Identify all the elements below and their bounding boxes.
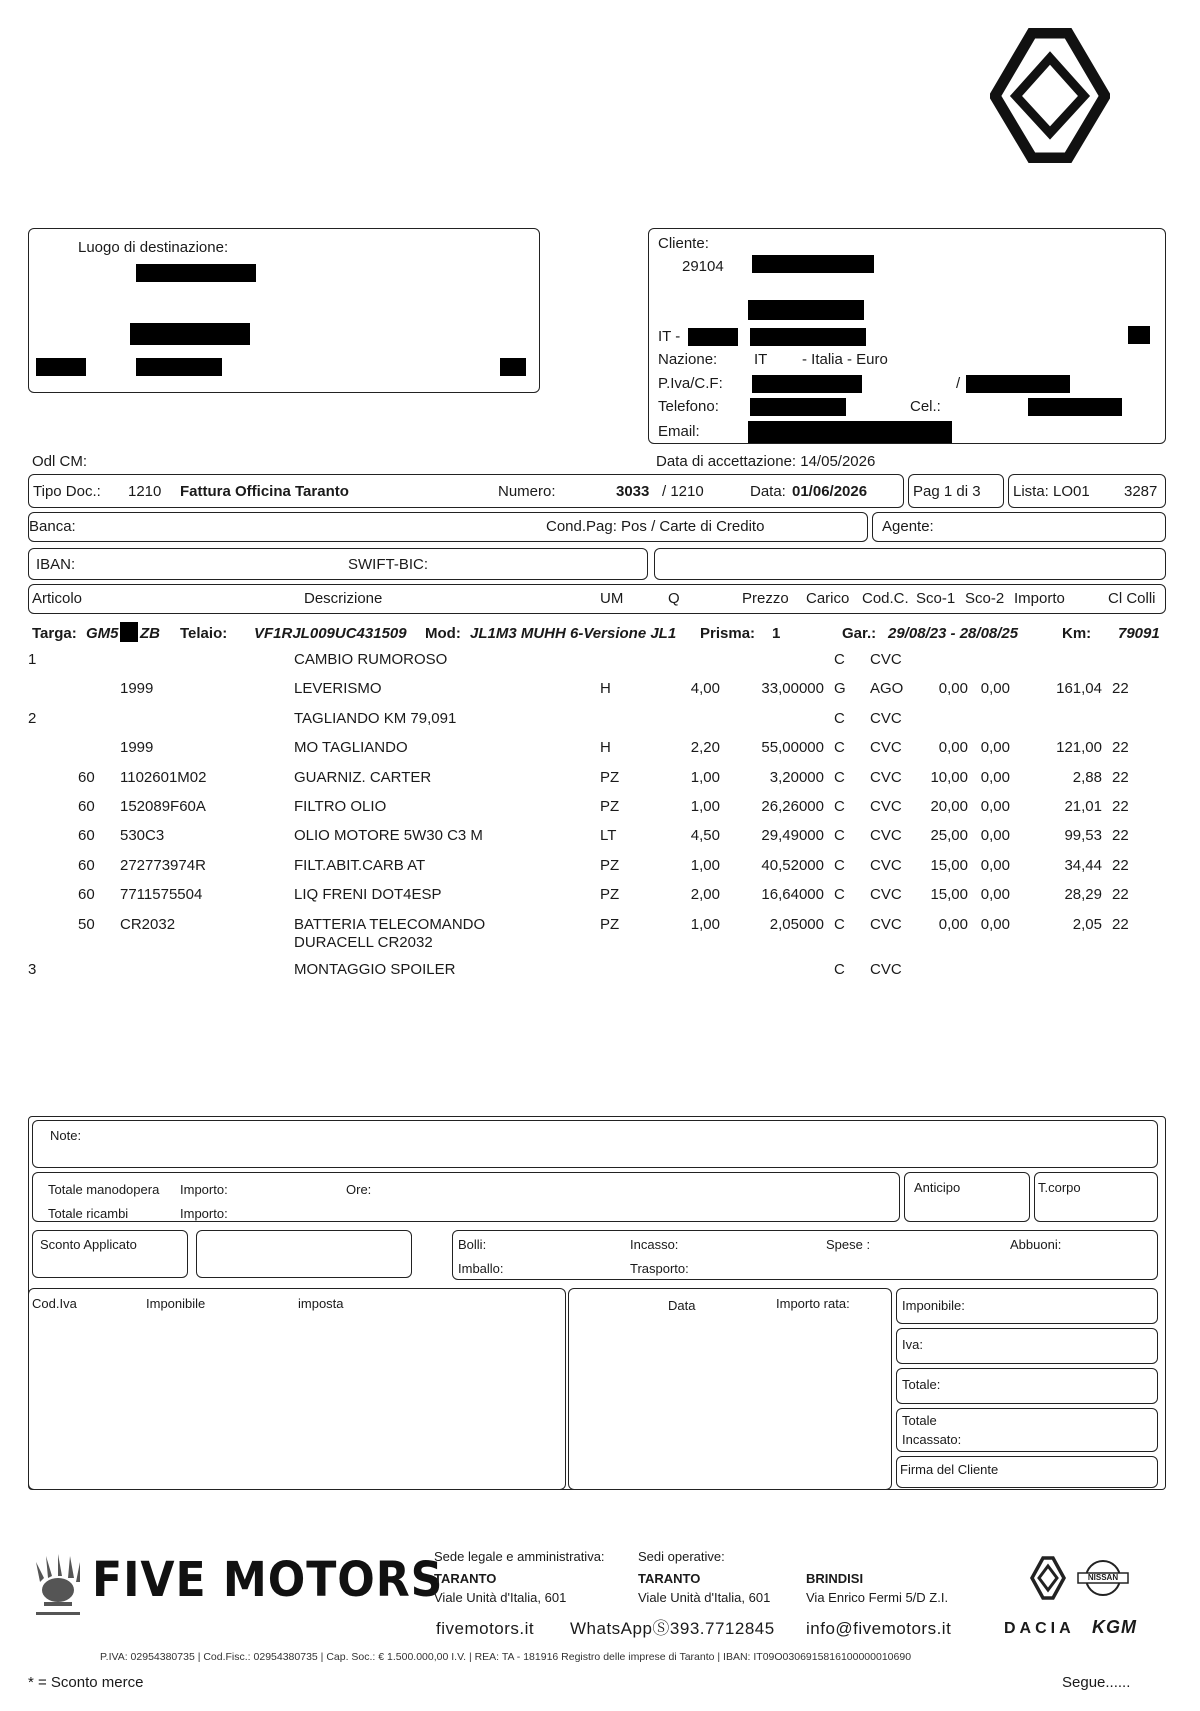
km-label: Km: [1062, 625, 1092, 642]
totale-label: Totale: [902, 1377, 941, 1392]
table-row [0, 827, 1200, 849]
incasso-label: Incasso: [630, 1237, 679, 1252]
abbuoni-label: Abbuoni: [1010, 1237, 1062, 1252]
item-um: PZ [600, 798, 620, 815]
item-code: 1999 [120, 680, 154, 698]
item-category: 60 [78, 856, 95, 874]
gar-value: 29/08/23 - 28/08/25 [888, 625, 1019, 642]
agente-label: Agente: [882, 518, 934, 535]
footer-website[interactable]: fivemotors.it [436, 1619, 535, 1638]
prisma-value: 1 [772, 625, 781, 642]
table-row [0, 857, 1200, 879]
page-indicator: Pag 1 di 3 [913, 483, 981, 500]
item-code: 152089F60A [120, 798, 206, 815]
redaction [136, 358, 222, 376]
col-um: UM [600, 590, 624, 607]
footer-whatsapp[interactable]: WhatsAppⓈ393.7712845 [570, 1619, 775, 1638]
table-row [0, 798, 1200, 820]
note-box [32, 1120, 1158, 1168]
redaction [36, 358, 86, 376]
bolli-label: Bolli: [458, 1237, 487, 1252]
item-sco1: 15,00 [930, 856, 968, 874]
item-sco2: 0,00 [980, 915, 1010, 933]
renault-small-logo-icon [1030, 1556, 1066, 1600]
item-importo: 28,29 [1064, 886, 1102, 904]
col-q: Q [668, 590, 680, 607]
item-codc: CVC [870, 886, 902, 904]
gar-label: Gar.: [842, 625, 877, 642]
item-description: CAMBIO RUMOROSO [294, 651, 448, 668]
item-price: 55,00000 [761, 739, 824, 757]
item-codc: CVC [870, 709, 902, 727]
redaction [120, 622, 138, 642]
item-description: TAGLIANDO KM 79,091 [294, 709, 457, 727]
data-rata-col: Data [668, 1298, 696, 1313]
item-importo: 121,00 [1056, 739, 1102, 757]
item-code: 1999 [120, 739, 154, 757]
cel-label: Cel.: [910, 398, 941, 415]
item-price: 16,64000 [761, 886, 824, 904]
nazione-label: Nazione: [658, 351, 718, 368]
redaction [752, 375, 862, 393]
item-category: 60 [78, 827, 95, 845]
col-codc: Cod.C. [862, 590, 909, 607]
item-importo: 34,44 [1064, 856, 1102, 874]
item-carico: C [834, 709, 845, 727]
footer-address-2: Viale Unità d'Italia, 601 [638, 1590, 771, 1605]
item-codc: CVC [870, 827, 902, 845]
item-sco2: 0,00 [980, 768, 1010, 786]
table-row [0, 961, 1200, 983]
imponibile-col: Imponibile [146, 1296, 206, 1311]
nazione-value: - Italia - Euro [802, 351, 888, 368]
numero-value: 3033 [616, 483, 650, 500]
item-um: LT [600, 827, 617, 845]
item-sco1: 25,00 [930, 827, 968, 845]
item-description: FILT.ABIT.CARB AT [294, 856, 426, 874]
item-cl: 22 [1112, 680, 1129, 698]
anticipo-label: Anticipo [914, 1180, 961, 1195]
item-carico: C [834, 960, 845, 978]
odl-label: Odl CM: [32, 453, 88, 470]
item-price: 40,52000 [761, 856, 824, 874]
redaction [1128, 326, 1150, 344]
item-sco2: 0,00 [980, 856, 1010, 874]
imballo-label: Imballo: [458, 1261, 504, 1276]
item-code: 1102601M02 [120, 768, 207, 786]
item-cl: 22 [1112, 768, 1129, 786]
table-row [0, 680, 1200, 702]
col-sco2: Sco-2 [965, 590, 1005, 607]
item-codc: CVC [870, 915, 902, 933]
item-number: 1 [28, 651, 37, 668]
item-category: 60 [78, 798, 95, 815]
item-codc: AGO [870, 680, 904, 698]
item-codc: CVC [870, 960, 902, 978]
item-importo: 2,05 [1072, 915, 1102, 933]
item-quantity: 1,00 [690, 915, 720, 933]
tipo-doc-label: Tipo Doc.: [33, 483, 101, 500]
item-price: 29,49000 [761, 827, 824, 845]
swift-label: SWIFT-BIC: [348, 556, 428, 573]
item-um: PZ [600, 768, 620, 786]
five-motors-crest-icon [30, 1552, 86, 1620]
renault-logo-icon [990, 28, 1110, 163]
item-description: LEVERISMO [294, 680, 382, 698]
targa-end: ZB [140, 625, 160, 642]
redaction [130, 323, 250, 345]
item-sco2: 0,00 [980, 739, 1010, 757]
tipo-doc-name: Fattura Officina Taranto [180, 483, 349, 500]
iva-label: Iva: [902, 1337, 923, 1352]
item-cl: 22 [1112, 886, 1129, 904]
totale-ricambi-label: Totale ricambi [48, 1206, 129, 1221]
totale-manodopera-label: Totale manodopera [48, 1182, 160, 1197]
item-sco1: 20,00 [930, 798, 968, 815]
footer-address-1: Viale Unità d'Italia, 601 [434, 1590, 567, 1605]
item-price: 2,05000 [769, 915, 824, 933]
sconto-merce-note: * = Sconto merce [28, 1674, 144, 1691]
item-um: H [600, 739, 611, 757]
item-codc: CVC [870, 739, 902, 757]
item-carico: C [834, 915, 845, 933]
footer-legal-line: P.IVA: 02954380735 | Cod.Fisc.: 02954380735 | Cap. Soc.: € 1.500.000,00 I.V. | REA: TA - 181916 Registro delle imprese di Taranto | IBAN: IT09O0306915816100000010690 [100, 1651, 912, 1663]
redaction [500, 358, 526, 376]
item-um: H [600, 680, 611, 698]
table-row [0, 651, 1200, 673]
data-label: Data: [750, 483, 786, 500]
dacia-logo-text: DACIA [1004, 1620, 1075, 1637]
vat-box [28, 1288, 566, 1490]
item-codc: CVC [870, 768, 902, 786]
table-row [0, 915, 1200, 951]
trasporto-label: Trasporto: [630, 1261, 689, 1276]
importo-rata-col: Importo rata: [776, 1296, 850, 1311]
lista-value: 3287 [1124, 483, 1158, 500]
sedi-operative-label: Sedi operative: [638, 1549, 725, 1564]
item-cl: 22 [1112, 827, 1129, 845]
footer-city-1: TARANTO [434, 1571, 497, 1586]
item-um: PZ [600, 886, 620, 904]
installments-box [568, 1288, 892, 1490]
km-value: 79091 [1118, 625, 1160, 642]
item-code: 7711575504 [120, 886, 203, 904]
col-sco1: Sco-1 [916, 590, 956, 607]
item-cl: 22 [1112, 798, 1129, 815]
telefono-label: Telefono: [658, 398, 719, 415]
item-quantity: 4,50 [690, 827, 720, 845]
labor-totals-box [32, 1172, 900, 1222]
redaction [748, 300, 864, 320]
item-description: OLIO MOTORE 5W30 C3 M [294, 827, 483, 845]
item-number: 2 [28, 709, 37, 727]
item-cl: 22 [1112, 739, 1129, 757]
item-carico: C [834, 886, 845, 904]
redaction [748, 421, 952, 443]
item-carico: C [834, 827, 845, 845]
payment-terms: Cond.Pag: Pos / Carte di Credito [546, 518, 765, 535]
five-motors-brand: FIVE MOTORS [92, 1552, 444, 1608]
telaio-value: VF1RJL009UC431509 [254, 625, 407, 642]
item-description: BATTERIA TELECOMANDO [294, 915, 486, 933]
redaction [1028, 398, 1122, 416]
nazione-code: IT [754, 351, 768, 368]
item-cl: 22 [1112, 856, 1129, 874]
item-quantity: 1,00 [690, 856, 720, 874]
table-row [0, 886, 1200, 908]
item-price: 3,20000 [769, 768, 824, 786]
item-sco1: 10,00 [930, 768, 968, 786]
lista-label: Lista: LO01 [1013, 483, 1090, 500]
targa-start: GM5 [86, 625, 119, 642]
destination-label: Luogo di destinazione: [78, 239, 229, 256]
item-category: 50 [78, 915, 95, 933]
item-quantity: 1,00 [690, 798, 720, 815]
item-carico: C [834, 739, 845, 757]
nissan-logo-text: NISSAN [1087, 1573, 1119, 1582]
item-category: 60 [78, 886, 95, 904]
col-carico: Carico [806, 590, 850, 607]
redaction [752, 255, 874, 273]
sconto-value-box [196, 1230, 412, 1278]
telaio-label: Telaio: [180, 625, 228, 642]
col-descrizione: Descrizione [304, 590, 383, 607]
redaction [136, 264, 256, 282]
iban-box [28, 548, 648, 580]
spese-label: Spese : [826, 1237, 871, 1252]
sconto-applicato-label: Sconto Applicato [40, 1237, 137, 1252]
item-sco2: 0,00 [980, 886, 1010, 904]
item-importo: 2,88 [1072, 768, 1102, 786]
email-label: Email: [658, 423, 700, 440]
client-it-prefix: IT - [658, 328, 681, 345]
item-carico: C [834, 856, 845, 874]
iban-extra-box [654, 548, 1166, 580]
piva-separator: / [956, 375, 961, 392]
item-quantity: 4,00 [690, 680, 720, 698]
item-price: 33,00000 [761, 680, 824, 698]
item-importo: 161,04 [1056, 680, 1102, 698]
item-price: 26,26000 [761, 798, 824, 815]
tcorpo-label: T.corpo [1038, 1180, 1081, 1195]
client-code: 29104 [682, 258, 724, 275]
table-row [0, 769, 1200, 791]
item-sco1: 0,00 [938, 739, 968, 757]
importo-ricambi-label: Importo: [180, 1206, 228, 1221]
item-code: 272773974R [120, 856, 206, 874]
note-label: Note: [50, 1128, 82, 1143]
mod-value: JL1M3 MUHH 6-Versione JL1 [470, 625, 677, 642]
table-row [0, 739, 1200, 761]
item-importo: 21,01 [1064, 798, 1102, 815]
item-codc: CVC [870, 798, 902, 815]
data-value: 01/06/2026 [792, 483, 868, 500]
importo-manodopera-label: Importo: [180, 1182, 228, 1197]
item-quantity: 1,00 [690, 768, 720, 786]
kgm-logo-text: KGM [1092, 1617, 1137, 1637]
item-description: FILTRO OLIO [294, 798, 387, 815]
item-description: GUARNIZ. CARTER [294, 768, 432, 786]
imposta-col: imposta [298, 1296, 344, 1311]
item-sco2: 0,00 [980, 827, 1010, 845]
item-category: 60 [78, 768, 95, 786]
item-codc: CVC [870, 856, 902, 874]
targa-label: Targa: [32, 625, 77, 642]
iban-label: IBAN: [36, 556, 76, 573]
item-carico: C [834, 798, 845, 815]
item-importo: 99,53 [1064, 827, 1102, 845]
client-label: Cliente: [658, 235, 709, 252]
table-row [0, 710, 1200, 732]
col-importo: Importo [1014, 590, 1065, 607]
item-sco1: 15,00 [930, 886, 968, 904]
item-sco1: 0,00 [938, 915, 968, 933]
item-um: PZ [600, 856, 620, 874]
item-carico: C [834, 651, 845, 668]
firma-cliente-label: Firma del Cliente [900, 1462, 999, 1477]
item-description: LIQ FRENI DOT4ESP [294, 886, 442, 904]
totale-incassato-label-2: Incassato: [902, 1432, 962, 1447]
banca-label: Banca: [29, 518, 76, 535]
prisma-label: Prisma: [700, 625, 756, 642]
tipo-doc-code: 1210 [128, 483, 162, 500]
item-quantity: 2,00 [690, 886, 720, 904]
piva-label: P.Iva/C.F: [658, 375, 723, 392]
totale-incassato-label-1: Totale [902, 1413, 937, 1428]
item-carico: G [834, 680, 846, 698]
item-codc: CVC [870, 651, 902, 668]
item-description: MONTAGGIO SPOILER [294, 960, 456, 978]
redaction [966, 375, 1070, 393]
footer-address-3: Via Enrico Fermi 5/D Z.I. [806, 1590, 949, 1605]
item-carico: C [834, 768, 845, 786]
sede-legale-label: Sede legale e amministrativa: [434, 1549, 605, 1564]
col-articolo: Articolo [32, 590, 83, 607]
item-um: PZ [600, 915, 620, 933]
col-prezzo: Prezzo [742, 590, 789, 607]
acceptance-date: Data di accettazione: 14/05/2026 [656, 453, 876, 470]
item-description: MO TAGLIANDO [294, 739, 408, 757]
footer-city-2: TARANTO [638, 1571, 701, 1586]
redaction [688, 328, 738, 346]
segue-label: Segue...... [1062, 1674, 1131, 1691]
imponibile-label: Imponibile: [902, 1298, 965, 1313]
col-cl-colli: Cl Colli [1108, 590, 1156, 607]
footer-email[interactable]: info@fivemotors.it [806, 1619, 952, 1638]
cod-iva-col: Cod.Iva [32, 1296, 77, 1311]
numero-label: Numero: [498, 483, 556, 500]
iva-box [896, 1328, 1158, 1364]
item-sco1: 0,00 [938, 680, 968, 698]
mod-label: Mod: [425, 625, 461, 642]
redaction [750, 398, 846, 416]
item-code: CR2032 [120, 915, 176, 933]
item-description-line2: DURACELL CR2032 [294, 933, 433, 951]
item-sco2: 0,00 [980, 680, 1010, 698]
redaction [750, 328, 866, 346]
item-quantity: 2,20 [690, 739, 720, 757]
numero-suffix: / 1210 [662, 483, 704, 500]
item-number: 3 [28, 960, 37, 978]
item-sco2: 0,00 [980, 798, 1010, 815]
item-code: 530C3 [120, 827, 165, 845]
item-cl: 22 [1112, 915, 1129, 933]
footer-city-3: BRINDISI [806, 1571, 864, 1586]
ore-label: Ore: [346, 1182, 372, 1197]
